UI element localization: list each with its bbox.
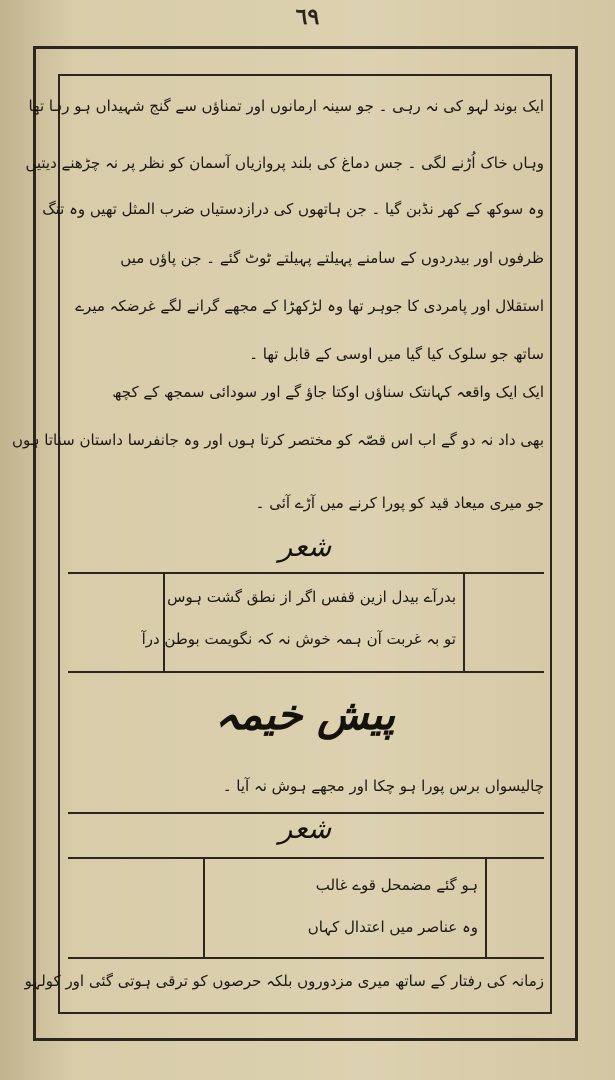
page-number: ٦٩: [295, 4, 320, 30]
section-heading-shiar: شعر: [278, 530, 332, 563]
text-line: وہ سوکھ کے کھر نڈبن گیا ۔ جن ہاتھوں کی درازدستیاں ضرب المثل تھیں وہ تنگ: [42, 200, 544, 218]
couplet-line: بدرآے بیدل ازین قفس اگر از نطق گشت ہوس: [167, 588, 456, 606]
text-line: ایک ایک واقعہ کہانتک سناؤں اوکتا جاؤ گے اور سودائی سمجھ کے کچھ: [112, 383, 544, 401]
text-line: وہاں خاک اُڑنے لگی ۔ جس دماغ کی بلند پروازیاں آسمان کو نظر پر نہ چڑھنے دیتیں: [25, 154, 544, 172]
divider: [463, 572, 465, 672]
section-heading-shiar: شعر: [278, 812, 332, 845]
text-line: چالیسواں برس پورا ہو چکا اور مجھے ہوش نہ آیا ۔: [222, 777, 544, 795]
text-line: جو میری میعاد قید کو پورا کرنے میں آڑے آئی ۔: [255, 494, 544, 512]
text-line: ظرفوں اور بیدردوں کے سامنے پہیلتے پہیلتے ٹوٹ گئے ۔ جن پاؤں میں: [120, 249, 544, 267]
divider: [485, 857, 487, 957]
couplet-line: وہ عناصر میں اعتدال کہاں: [307, 918, 478, 936]
text-line: استقلال اور پامردی کا جوہر تھا وہ لڑکھڑا کے مجھے گرانے لگے غرضکہ میرے: [75, 297, 544, 315]
text-line: ساتھ جو سلوک کیا گیا میں اوسی کے قابل تھا ۔: [249, 345, 544, 363]
couplet-line: ہو گئے مضمحل قوے غالب: [315, 876, 478, 894]
text-line: زمانہ کی رفتار کے ساتھ میری مزدوروں بلکہ حرصوں کو ترقی ہوتی گئی اور کولہو: [24, 972, 544, 990]
text-line: ایک بوند لہو کی نہ رہی ۔ جو سینہ ارمانوں اور تمناؤں سے گنج شہیداں ہو رہا تھا: [28, 97, 544, 115]
divider: [163, 572, 165, 672]
divider: [68, 671, 544, 673]
divider: [68, 957, 544, 959]
divider: [68, 572, 544, 574]
divider: [68, 857, 544, 859]
divider: [203, 857, 205, 957]
chapter-title: پیش خیمہ: [214, 690, 396, 739]
couplet-line: تو بہ غربت آن ہمہ خوش نہ کہ نگویمت بوطن درآ: [141, 630, 456, 648]
text-line: بھی داد نہ دو گے اب اس قصّہ کو مختصر کرتا ہوں اور وہ جانفرسا داستان سناتا ہوں: [11, 431, 544, 449]
